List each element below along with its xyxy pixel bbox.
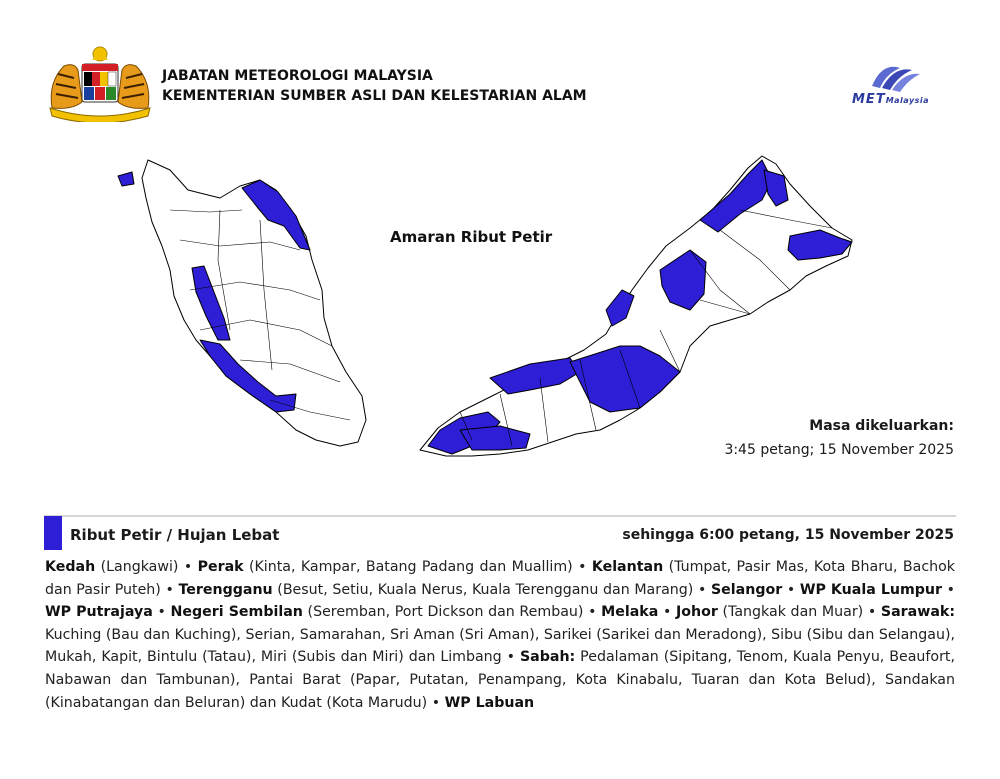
org-line-1: JABATAN METEOROLOGI MALAYSIA — [162, 68, 433, 84]
area-detail: Kuching (Bau dan Kuching), Serian, Samarahan, Sri Aman (Sri Aman), Sarikei (Sarikei dan Meradong), Sibu (Sibu dan Selangau), Mukah, Kapit, Bintulu (Tatau), Miri (Subis dan Miri) dan Limbang — [45, 626, 955, 666]
met-logo-text — [852, 92, 929, 107]
valid-until: sehingga 6:00 petang, 15 November 2025 — [622, 527, 954, 543]
issued-label: Masa dikeluarkan: — [809, 418, 954, 434]
bullet-separator: • — [782, 581, 800, 598]
bullet-separator: • — [160, 581, 179, 598]
area-item — [601, 604, 658, 620]
area-state: Perak — [197, 559, 244, 575]
area-state: WP Kuala Lumpur — [799, 581, 943, 598]
organization-name — [162, 66, 587, 106]
area-item — [45, 559, 178, 575]
area-state: Kelantan — [591, 559, 664, 575]
area-detail: (Langkawi) — [95, 559, 179, 575]
area-state: Sabah: — [519, 649, 576, 666]
issued-value: 3:45 petang; 15 November 2025 — [724, 442, 954, 458]
legend-color-swatch — [44, 516, 62, 550]
area-item — [676, 604, 863, 620]
affected-areas — [45, 556, 955, 714]
area-item — [711, 582, 782, 598]
malaysia-coat-of-arms-icon — [44, 44, 156, 122]
met-logo-sub: Malaysia — [885, 96, 930, 105]
area-item — [445, 695, 535, 711]
bullet-separator: • — [152, 604, 171, 621]
warning-langkawi — [118, 172, 134, 186]
bullet-separator: • — [572, 559, 592, 575]
area-state: Negeri Sembilan — [170, 604, 303, 621]
map-title: Amaran Ribut Petir — [390, 228, 553, 246]
area-state: WP Putrajaya — [45, 604, 153, 621]
org-line-2: KEMENTERIAN SUMBER ASLI DAN KELESTARIAN ALAM — [162, 88, 587, 104]
area-item — [198, 559, 573, 575]
area-item — [800, 582, 942, 598]
area-detail: (Besut, Setiu, Kuala Nerus, Kuala Terengganu dan Marang) — [272, 581, 694, 598]
area-detail: (Tumpat, Pasir Mas, Kota Bharu, Bachok dan Pasir Puteh) — [45, 559, 956, 598]
area-detail: Pedalaman (Sipitang, Tenom, Kuala Penyu, Beaufort, Nabawan dan Tambunan), Pantai Barat (Papar, Putatan, Penampang, Kota Kinabalu, Tuaran dan Kota Belud), Sandakan (Kinabatangan dan Beluran) dan Kudat (Kota Marudu) — [45, 649, 955, 711]
area-state: Selangor — [710, 581, 783, 598]
divider — [44, 515, 956, 517]
bullet-separator: • — [693, 581, 711, 598]
area-state: Melaka — [601, 604, 659, 621]
area-detail: (Tangkak dan Muar) — [717, 604, 864, 621]
bullet-separator: • — [863, 604, 881, 621]
header — [44, 44, 956, 124]
area-detail: (Kinta, Kampar, Batang Padang dan Muallim) — [243, 559, 573, 575]
area-state: Sarawak: — [880, 604, 956, 621]
bullet-separator: • — [501, 649, 520, 666]
area-state: Johor — [675, 604, 718, 621]
area-state: Terengganu — [178, 581, 273, 598]
bullet-separator: • — [583, 604, 602, 621]
east-malaysia — [420, 156, 852, 456]
issued-time — [724, 414, 954, 462]
area-state: WP Labuan — [444, 694, 535, 711]
bullet-separator: • — [658, 604, 676, 621]
area-item — [178, 582, 693, 598]
area-state: Kedah — [45, 559, 96, 575]
area-detail: (Seremban, Port Dickson dan Rembau) — [302, 604, 584, 621]
area-item — [45, 604, 153, 620]
bullet-separator: • — [942, 581, 956, 598]
legend-label: Ribut Petir / Hujan Lebat — [70, 526, 280, 544]
bullet-separator: • — [178, 559, 198, 575]
met-logo-main: MET — [852, 92, 886, 107]
area-item — [170, 604, 583, 620]
bullet-separator: • — [427, 694, 445, 711]
